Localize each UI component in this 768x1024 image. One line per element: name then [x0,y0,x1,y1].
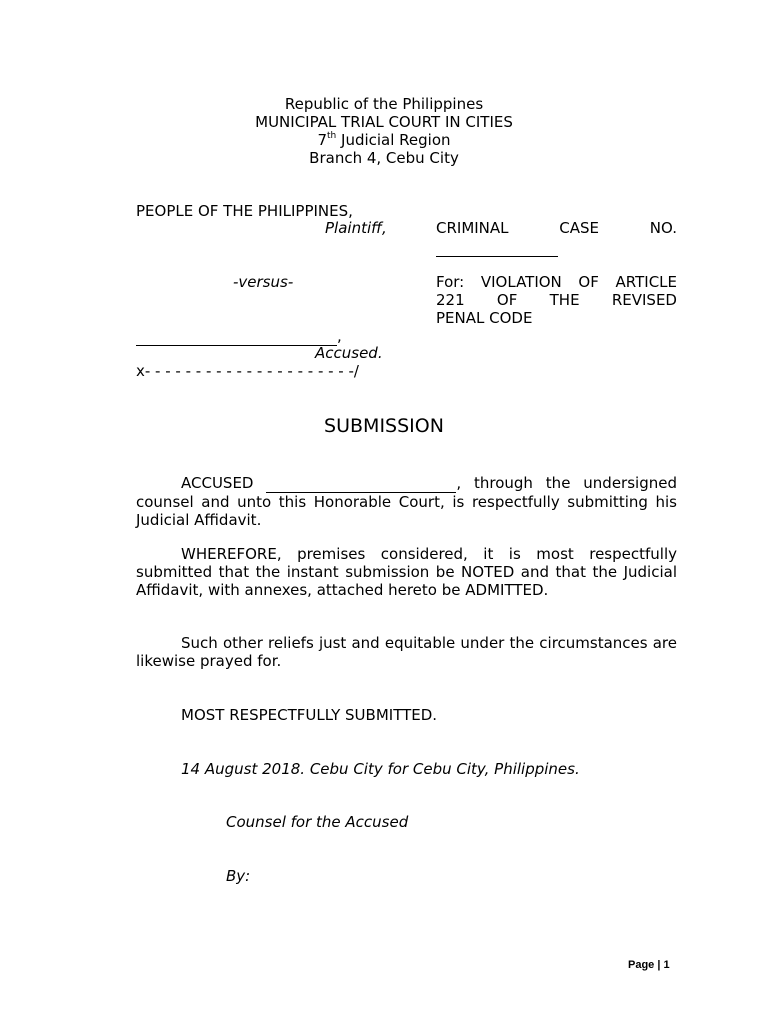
caption-region-number: 7 [317,131,328,149]
party-people: PEOPLE OF THE PHILIPPINES, [136,202,353,220]
paragraph-1-start: ACCUSED [181,474,254,492]
document-title: SUBMISSION [324,415,444,437]
accused-name-blank-body [266,474,456,493]
paragraph-1 [136,474,677,529]
caption-branch: Branch 4, Cebu City [309,149,459,167]
criminal-case-number-label: CRIMINAL CASE NO. [436,219,677,237]
case-for-line-3: PENAL CODE [436,309,533,327]
caption-court: MUNICIPAL TRIAL COURT IN CITIES [255,113,513,131]
versus-label: -versus- [233,273,294,291]
accused-name-blank [136,327,342,346]
counsel-label: Counsel for the Accused [226,813,409,831]
accused-name-comma: , [337,327,342,345]
by-label: By: [226,867,251,885]
paragraph-1-text: , through the undersigned counsel and unto this Honorable Court, is respectfully submitting his Judicial Affidavit. [136,474,677,529]
date-place-line: 14 August 2018. Cebu City for Cebu City, Philippines. [181,760,580,778]
accused-name-line [136,327,337,346]
caption-region-ordinal: th [327,131,337,141]
case-for-line-1: For: VIOLATION OF ARTICLE [436,273,677,291]
case-for-line-2: 221 OF THE REVISED [436,291,677,309]
caption-republic: Republic of the Philippines [284,95,484,113]
party-plaintiff-label: Plaintiff, [325,219,387,237]
caption-separator: x- - - - - - - - - - - - - - - - - - - - -/ [136,362,359,380]
case-number-line [436,238,558,257]
paragraph-3: Such other reliefs just and equitable under the circumstances are likewise prayed for. [136,634,677,670]
party-accused-label: Accused. [315,344,383,362]
paragraph-2: WHEREFORE, premises considered, it is most respectfully submitted that the instant submission be NOTED and that the Judicial Affidavit, with annexes, attached hereto be ADMITTED. [136,545,677,599]
caption-region [0,131,768,149]
case-number-blank [436,238,558,257]
caption-region-label: Judicial Region [336,131,451,149]
respectfully-submitted: MOST RESPECTFULLY SUBMITTED. [181,706,438,724]
page-number: Page | 1 [628,959,670,971]
